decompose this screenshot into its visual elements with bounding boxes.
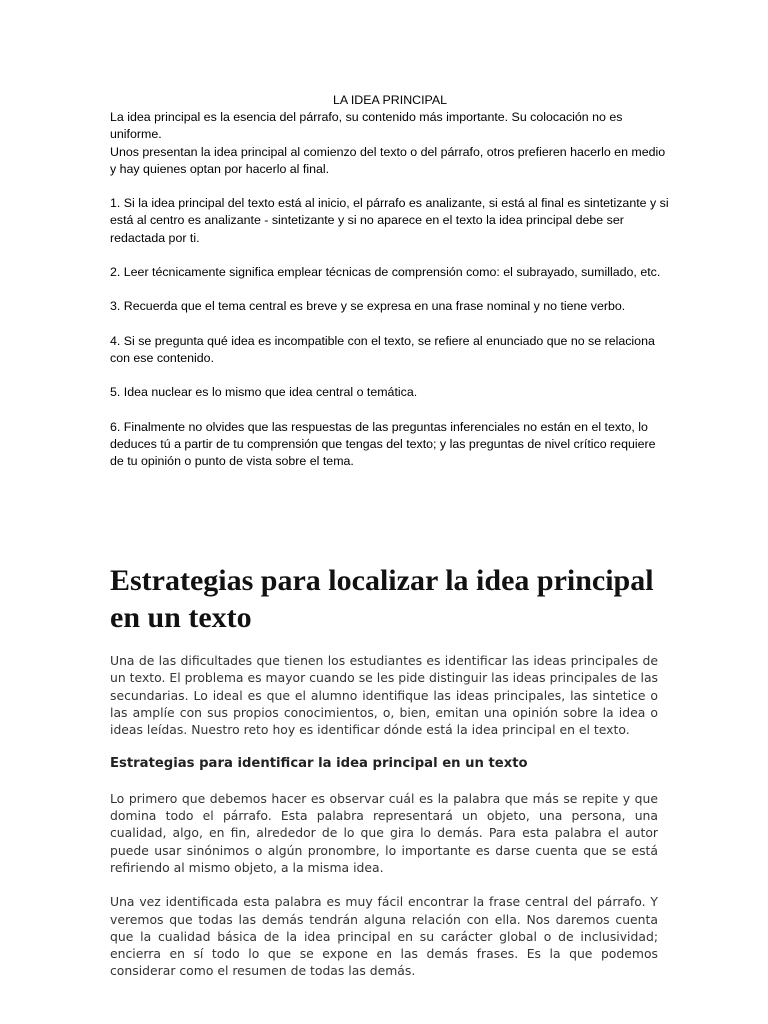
idea-principal-section — [110, 92, 670, 470]
article-paragraph: Lo primero que debemos hacer es observar cuál es la palabra que más se repite y que domina todo el párrafo. Esta palabra representará un objeto, una persona, una cualidad, algo, en fin, alrededor de lo que gira lo demás. Para esta palabra el autor puede usar sinónimos o algún pronombre, lo importante es darse cuenta que se está refiriendo al mismo objeto, a la misma idea. — [110, 790, 658, 875]
list-item: 6. Finalmente no olvides que las respuestas de las preguntas inferenciales no están en el texto, lo deduces tú a partir de tu comprensión que tengas del texto; y las preguntas de nivel crítico requiere de tu opinión o punto de vista sobre el tema. — [110, 419, 656, 469]
list-item: 5. Idea nuclear es lo mismo que idea central o temática. — [110, 385, 418, 400]
article-heading: Estrategias para localizar la idea principal en un texto — [110, 564, 654, 634]
list-item: 3. Recuerda que el tema central es breve y se expresa en una frase nominal y no tiene verbo. — [110, 299, 626, 314]
article-paragraph: Una de las dificultades que tienen los estudiantes es identificar las ideas principales de un texto. El problema es mayor cuando se les pide distinguir las ideas principales de las secundarias. Lo ideal es que el alumno identifique las ideas principales, las sintetice o las amplíe con sus propios conocimientos, o, bien, emitan una opinión sobre la idea o ideas leídas. Nuestro reto hoy es identificar dónde está la idea principal en el texto. — [110, 653, 658, 738]
intro-paragraph: La idea principal es la esencia del párrafo, su contenido más importante. Su colocación no es uniforme. — [110, 110, 623, 142]
list-item: 4. Si se pregunta qué idea es incompatible con el texto, se refiere al enunciado que no se relaciona con ese contenido. — [110, 333, 655, 365]
article-paragraph: Una vez identificada esta palabra es muy fácil encontrar la frase central del párrafo. Y veremos que todas las demás tendrán alguna relación con ella. Nos daremos cuenta que la cualidad básica de la idea principal en su carácter global o de inclusividad; encierra en sí todo lo que se expone en las demás frases. Es la que podemos considerar como el resumen de todas las demás. — [110, 894, 658, 979]
list-item: 2. Leer técnicamente significa emplear técnicas de comprensión como: el subrayado, sumillado, etc. — [110, 265, 661, 279]
article-body — [110, 652, 658, 980]
list-item: 1. Si la idea principal del texto está al inicio, el párrafo es analizante, si está al final es sintetizante y si está al centro es analizante - sintetizante y si no aparece en el texto la idea principal debe ser redactada por ti. — [110, 196, 669, 245]
page-title: LA IDEA PRINCIPAL — [332, 93, 448, 107]
intro-paragraph: Unos presentan la idea principal al comienzo del texto o del párrafo, otros prefieren hacerlo en medio y hay quienes optan por hacerlo al final. — [110, 144, 666, 176]
article-subheading: Estrategias para identificar la idea principal en un texto — [110, 756, 528, 772]
